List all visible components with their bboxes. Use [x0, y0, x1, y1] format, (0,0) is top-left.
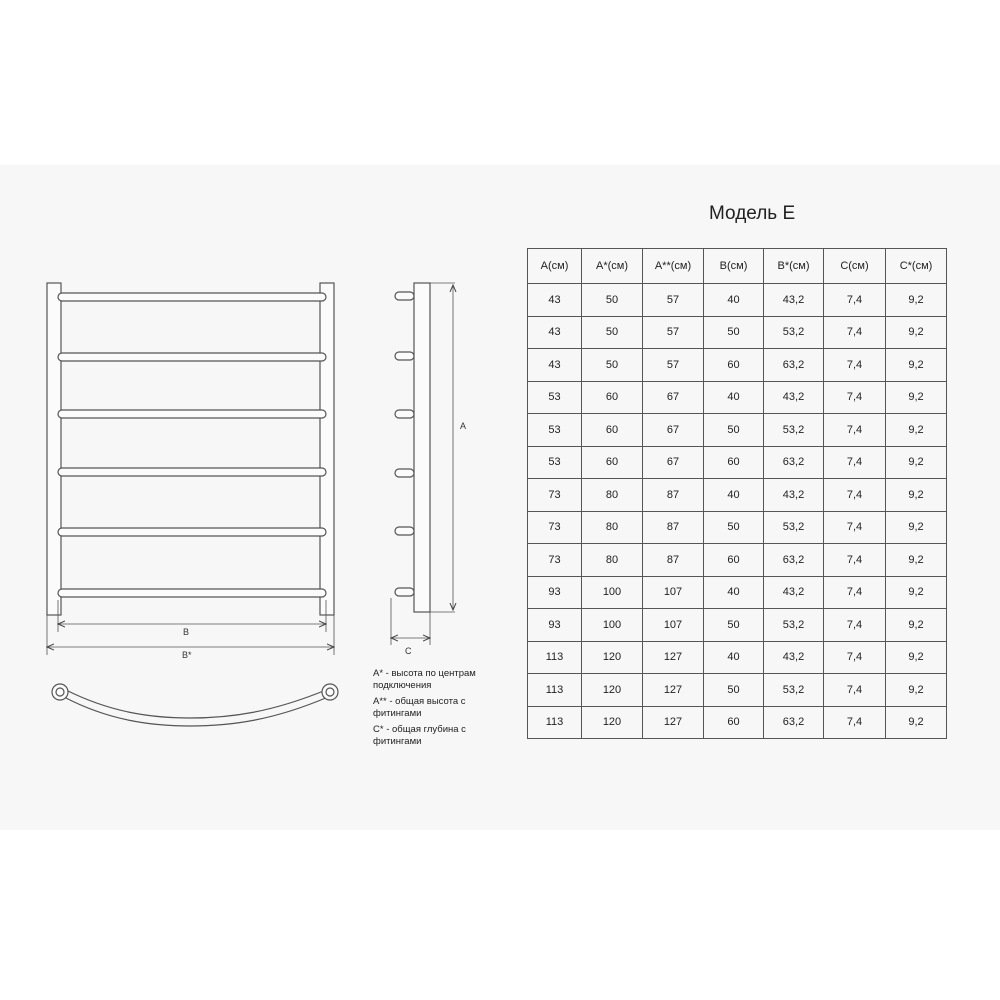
rung: [58, 589, 326, 597]
table-cell: 113: [528, 674, 582, 707]
table-row: [528, 284, 947, 317]
table-cell: 9,2: [886, 674, 947, 707]
table-cell: 93: [528, 576, 582, 609]
table-cell: 7,4: [824, 511, 886, 544]
table-cell: 120: [582, 706, 643, 739]
table-cell: 60: [582, 446, 643, 479]
dimension-a-label: A: [460, 421, 467, 431]
table-cell: 40: [704, 576, 764, 609]
table-row: [528, 349, 947, 382]
table-cell: 67: [643, 446, 704, 479]
table-cell: 53: [528, 381, 582, 414]
table-cell: 7,4: [824, 316, 886, 349]
header-cell: А**(см): [643, 249, 704, 284]
table-cell: 80: [582, 479, 643, 512]
front-view: [47, 283, 334, 655]
header-cell: С(см): [824, 249, 886, 284]
table-cell: 73: [528, 511, 582, 544]
table-cell: 43: [528, 316, 582, 349]
header-cell: А*(см): [582, 249, 643, 284]
note-c-star: С* - общая глубина с фитингами: [373, 724, 466, 747]
table-cell: 9,2: [886, 381, 947, 414]
table-cell: 43: [528, 284, 582, 317]
table-cell: 67: [643, 381, 704, 414]
table-cell: 67: [643, 414, 704, 447]
rung: [58, 468, 326, 476]
table-row: [528, 641, 947, 674]
table-cell: 7,4: [824, 381, 886, 414]
table-cell: 9,2: [886, 479, 947, 512]
table-cell: 53,2: [764, 414, 824, 447]
table-cell: 53,2: [764, 511, 824, 544]
table-cell: 93: [528, 609, 582, 642]
table-cell: 7,4: [824, 446, 886, 479]
table-cell: 7,4: [824, 609, 886, 642]
dimension-b-label: B: [183, 627, 190, 637]
note-a-double-star: А** - общая высота с фитингами: [373, 696, 466, 719]
table-cell: 73: [528, 544, 582, 577]
table-cell: 43,2: [764, 576, 824, 609]
table-cell: 53: [528, 446, 582, 479]
table-row: [528, 381, 947, 414]
table-cell: 113: [528, 706, 582, 739]
table-row: [528, 414, 947, 447]
table-cell: 9,2: [886, 706, 947, 739]
table-cell: 9,2: [886, 349, 947, 382]
table-cell: 9,2: [886, 544, 947, 577]
side-stub: [395, 469, 414, 477]
table-cell: 57: [643, 284, 704, 317]
rung: [58, 528, 326, 536]
table-row: [528, 479, 947, 512]
table-cell: 50: [704, 511, 764, 544]
table-cell: 50: [704, 674, 764, 707]
table-cell: 63,2: [764, 706, 824, 739]
table-cell: 9,2: [886, 414, 947, 447]
table-cell: 9,2: [886, 609, 947, 642]
table-cell: 127: [643, 674, 704, 707]
table-cell: 7,4: [824, 284, 886, 317]
table-cell: 50: [704, 609, 764, 642]
table-cell: 50: [704, 414, 764, 447]
table-cell: 63,2: [764, 446, 824, 479]
table-cell: 50: [704, 316, 764, 349]
dimension-b-star-label: B*: [182, 650, 192, 660]
rung: [58, 410, 326, 418]
table-header-row: [528, 249, 947, 284]
table-cell: 7,4: [824, 706, 886, 739]
table-cell: 57: [643, 349, 704, 382]
table-cell: 80: [582, 544, 643, 577]
header-cell: В*(см): [764, 249, 824, 284]
table-cell: 9,2: [886, 316, 947, 349]
table-cell: 107: [643, 609, 704, 642]
left-upright: [47, 283, 61, 615]
table-cell: 43,2: [764, 381, 824, 414]
header-cell: С*(см): [886, 249, 947, 284]
table-cell: 80: [582, 511, 643, 544]
table-row: [528, 446, 947, 479]
table-cell: 107: [643, 576, 704, 609]
table-cell: 87: [643, 511, 704, 544]
rungs: [58, 293, 326, 597]
table-row: [528, 576, 947, 609]
table-cell: 60: [704, 706, 764, 739]
table-cell: 53,2: [764, 316, 824, 349]
table-cell: 9,2: [886, 576, 947, 609]
table-cell: 120: [582, 641, 643, 674]
table-row: [528, 544, 947, 577]
table-cell: 100: [582, 609, 643, 642]
table-cell: 53,2: [764, 609, 824, 642]
table-cell: 63,2: [764, 349, 824, 382]
top-view: [52, 684, 338, 726]
table-cell: 7,4: [824, 544, 886, 577]
table-cell: 87: [643, 544, 704, 577]
table-cell: 7,4: [824, 641, 886, 674]
table-cell: 50: [582, 316, 643, 349]
table-cell: 7,4: [824, 479, 886, 512]
table-cell: 60: [582, 414, 643, 447]
table-cell: 43,2: [764, 641, 824, 674]
dimensions-table: [527, 248, 947, 739]
table-cell: 40: [704, 381, 764, 414]
table-cell: 60: [582, 381, 643, 414]
table-row: [528, 706, 947, 739]
table-cell: 40: [704, 479, 764, 512]
table-cell: 40: [704, 641, 764, 674]
table-cell: 7,4: [824, 414, 886, 447]
table-cell: 60: [704, 446, 764, 479]
notes: [373, 668, 503, 752]
side-view: [391, 283, 455, 645]
table-row: [528, 511, 947, 544]
header-cell: В(см): [704, 249, 764, 284]
table-cell: 7,4: [824, 576, 886, 609]
table-cell: 100: [582, 576, 643, 609]
table-cell: 120: [582, 674, 643, 707]
table-cell: 50: [582, 284, 643, 317]
table-cell: 7,4: [824, 674, 886, 707]
table-cell: 53: [528, 414, 582, 447]
note-a-star: А* - высота по центрам подключения: [373, 668, 476, 691]
table-cell: 73: [528, 479, 582, 512]
rung: [58, 353, 326, 361]
table-cell: 7,4: [824, 349, 886, 382]
side-stub: [395, 588, 414, 596]
table-cell: 9,2: [886, 446, 947, 479]
side-stub: [395, 410, 414, 418]
header-cell: А(см): [528, 249, 582, 284]
table-row: [528, 674, 947, 707]
table-cell: 60: [704, 349, 764, 382]
table-cell: 53,2: [764, 674, 824, 707]
table-row: [528, 609, 947, 642]
table-row: [528, 316, 947, 349]
table-cell: 43,2: [764, 284, 824, 317]
table-cell: 113: [528, 641, 582, 674]
table-cell: 57: [643, 316, 704, 349]
table-cell: 43: [528, 349, 582, 382]
table-cell: 60: [704, 544, 764, 577]
side-upright: [414, 283, 430, 612]
table-cell: 9,2: [886, 641, 947, 674]
table-cell: 43,2: [764, 479, 824, 512]
right-upright: [320, 283, 334, 615]
dimension-c-label: C: [405, 646, 412, 656]
side-stub: [395, 527, 414, 535]
side-stub: [395, 352, 414, 360]
table-cell: 127: [643, 706, 704, 739]
rung: [58, 293, 326, 301]
model-title: Модель Е: [709, 203, 796, 224]
table-cell: 87: [643, 479, 704, 512]
side-stub: [395, 292, 414, 300]
table-cell: 40: [704, 284, 764, 317]
table-cell: 50: [582, 349, 643, 382]
table-cell: 9,2: [886, 284, 947, 317]
table-cell: 63,2: [764, 544, 824, 577]
table-cell: 9,2: [886, 511, 947, 544]
table-cell: 127: [643, 641, 704, 674]
